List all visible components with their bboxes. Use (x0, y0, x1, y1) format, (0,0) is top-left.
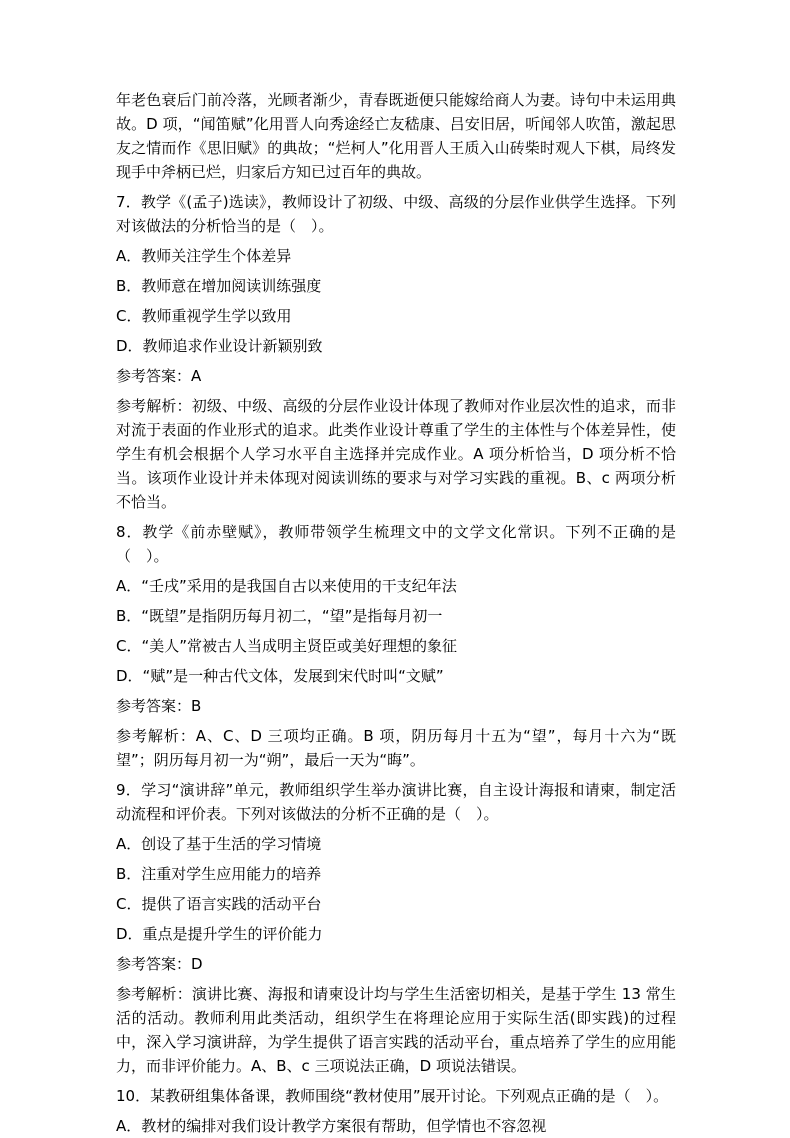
explanation-continued-paragraph: 年老色衰后门前冷落，光顾者渐少，青春既逝便只能嫁给商人为妻。诗句中未运用典故。D 项，“闻笛赋”化用晋人向秀途经亡友嵇康、吕安旧居，听闻邻人吹笛，激起思友之情而作《思旧赋》的典故；“烂柯人”化用晋人王质入山砖柴时观人下棋，局终发现手中斧柄已烂，归家后方知已过百年的典故。 (116, 91, 676, 181)
question-8-option-c: C．“美人”常被古人当成明主贤臣或美好理想的象征 (116, 637, 458, 655)
question-7-option-c: C．教师重视学生学以致用 (116, 307, 292, 325)
question-9-stem: 9．学习“演讲辞”单元，教师组织学生举办演讲比赛，自主设计海报和请柬，制定活动流程和评价表。下列对该做法的分析不正确的是（ ）。 (116, 781, 676, 823)
question-9-option-d: D．重点是提升学生的评价能力 (116, 925, 323, 943)
question-8-option-b: B．“既望”是指阴历每月初二，“望”是指每月初一 (116, 607, 443, 625)
question-9-explanation: 参考解析：演讲比赛、海报和请柬设计均与学生生活密切相关，是基于学生 13 常生活的活动。教师利用此类活动，组织学生在将理论应用于实际生活(即实践)的过程中，深入学习演讲辞，为学生提供了语言实践的活动平台，重点培养了学生的应用能力，而非评价能力。A、B、c 三项说法正确，D 项说法错误。 (116, 985, 676, 1075)
question-7-option-b: B．教师意在增加阅读训练强度 (116, 277, 322, 295)
question-9-answer: 参考答案：D (116, 955, 203, 973)
question-8-answer: 参考答案：B (116, 697, 202, 715)
question-10-option-a: A．教材的编排对我们设计教学方案很有帮助，但学情也不容忽视 (116, 1117, 547, 1135)
question-9-option-b: B．注重对学生应用能力的培养 (116, 865, 322, 883)
question-9-option-a: A．创设了基于生活的学习情境 (116, 835, 322, 853)
question-8-option-a: A．“壬戌”采用的是我国自古以来使用的干支纪年法 (116, 577, 457, 595)
question-7-stem: 7．教学《(孟子)选读》，教师设计了初级、中级、高级的分层作业供学生选择。下列对该做法的分析恰当的是（ ）。 (116, 193, 676, 235)
question-10-stem: 10．某教研组集体备课，教师围绕“教材使用”展开讨论。下列观点正确的是（ ）。 (116, 1087, 669, 1105)
question-7-option-a: A．教师关注学生个体差异 (116, 247, 292, 265)
question-9-option-c: C．提供了语言实践的活动平台 (116, 895, 322, 913)
document-text-column (116, 88, 676, 1138)
question-8-stem: 8．教学《前赤壁赋》，教师带领学生梳理文中的文学文化常识。下列不正确的是（ ）。 (116, 523, 676, 565)
question-8-option-d: D．“赋”是一种古代文体，发展到宋代时叫“文赋” (116, 667, 444, 685)
question-7-answer: 参考答案：A (116, 367, 202, 385)
question-7-explanation: 参考解析：初级、中级、高级的分层作业设计体现了教师对作业层次性的追求，而非对流于表面的作业形式的追求。此类作业设计尊重了学生的主体性与个体差异性，使学生有机会根据个人学习水平自主选择并完成作业。A 项分析恰当，D 项分析不恰当。该项作业设计并未体现对阅读训练的要求与对学习实践的重视。B、c 两项分析不恰当。 (116, 397, 676, 511)
question-8-explanation: 参考解析：A、C、D 三项均正确。B 项，阴历每月十五为“望”，每月十六为“既望”；阴历每月初一为“朔”，最后一天为“晦”。 (116, 727, 676, 769)
question-7-option-d: D．教师追求作业设计新颖别致 (116, 337, 323, 355)
